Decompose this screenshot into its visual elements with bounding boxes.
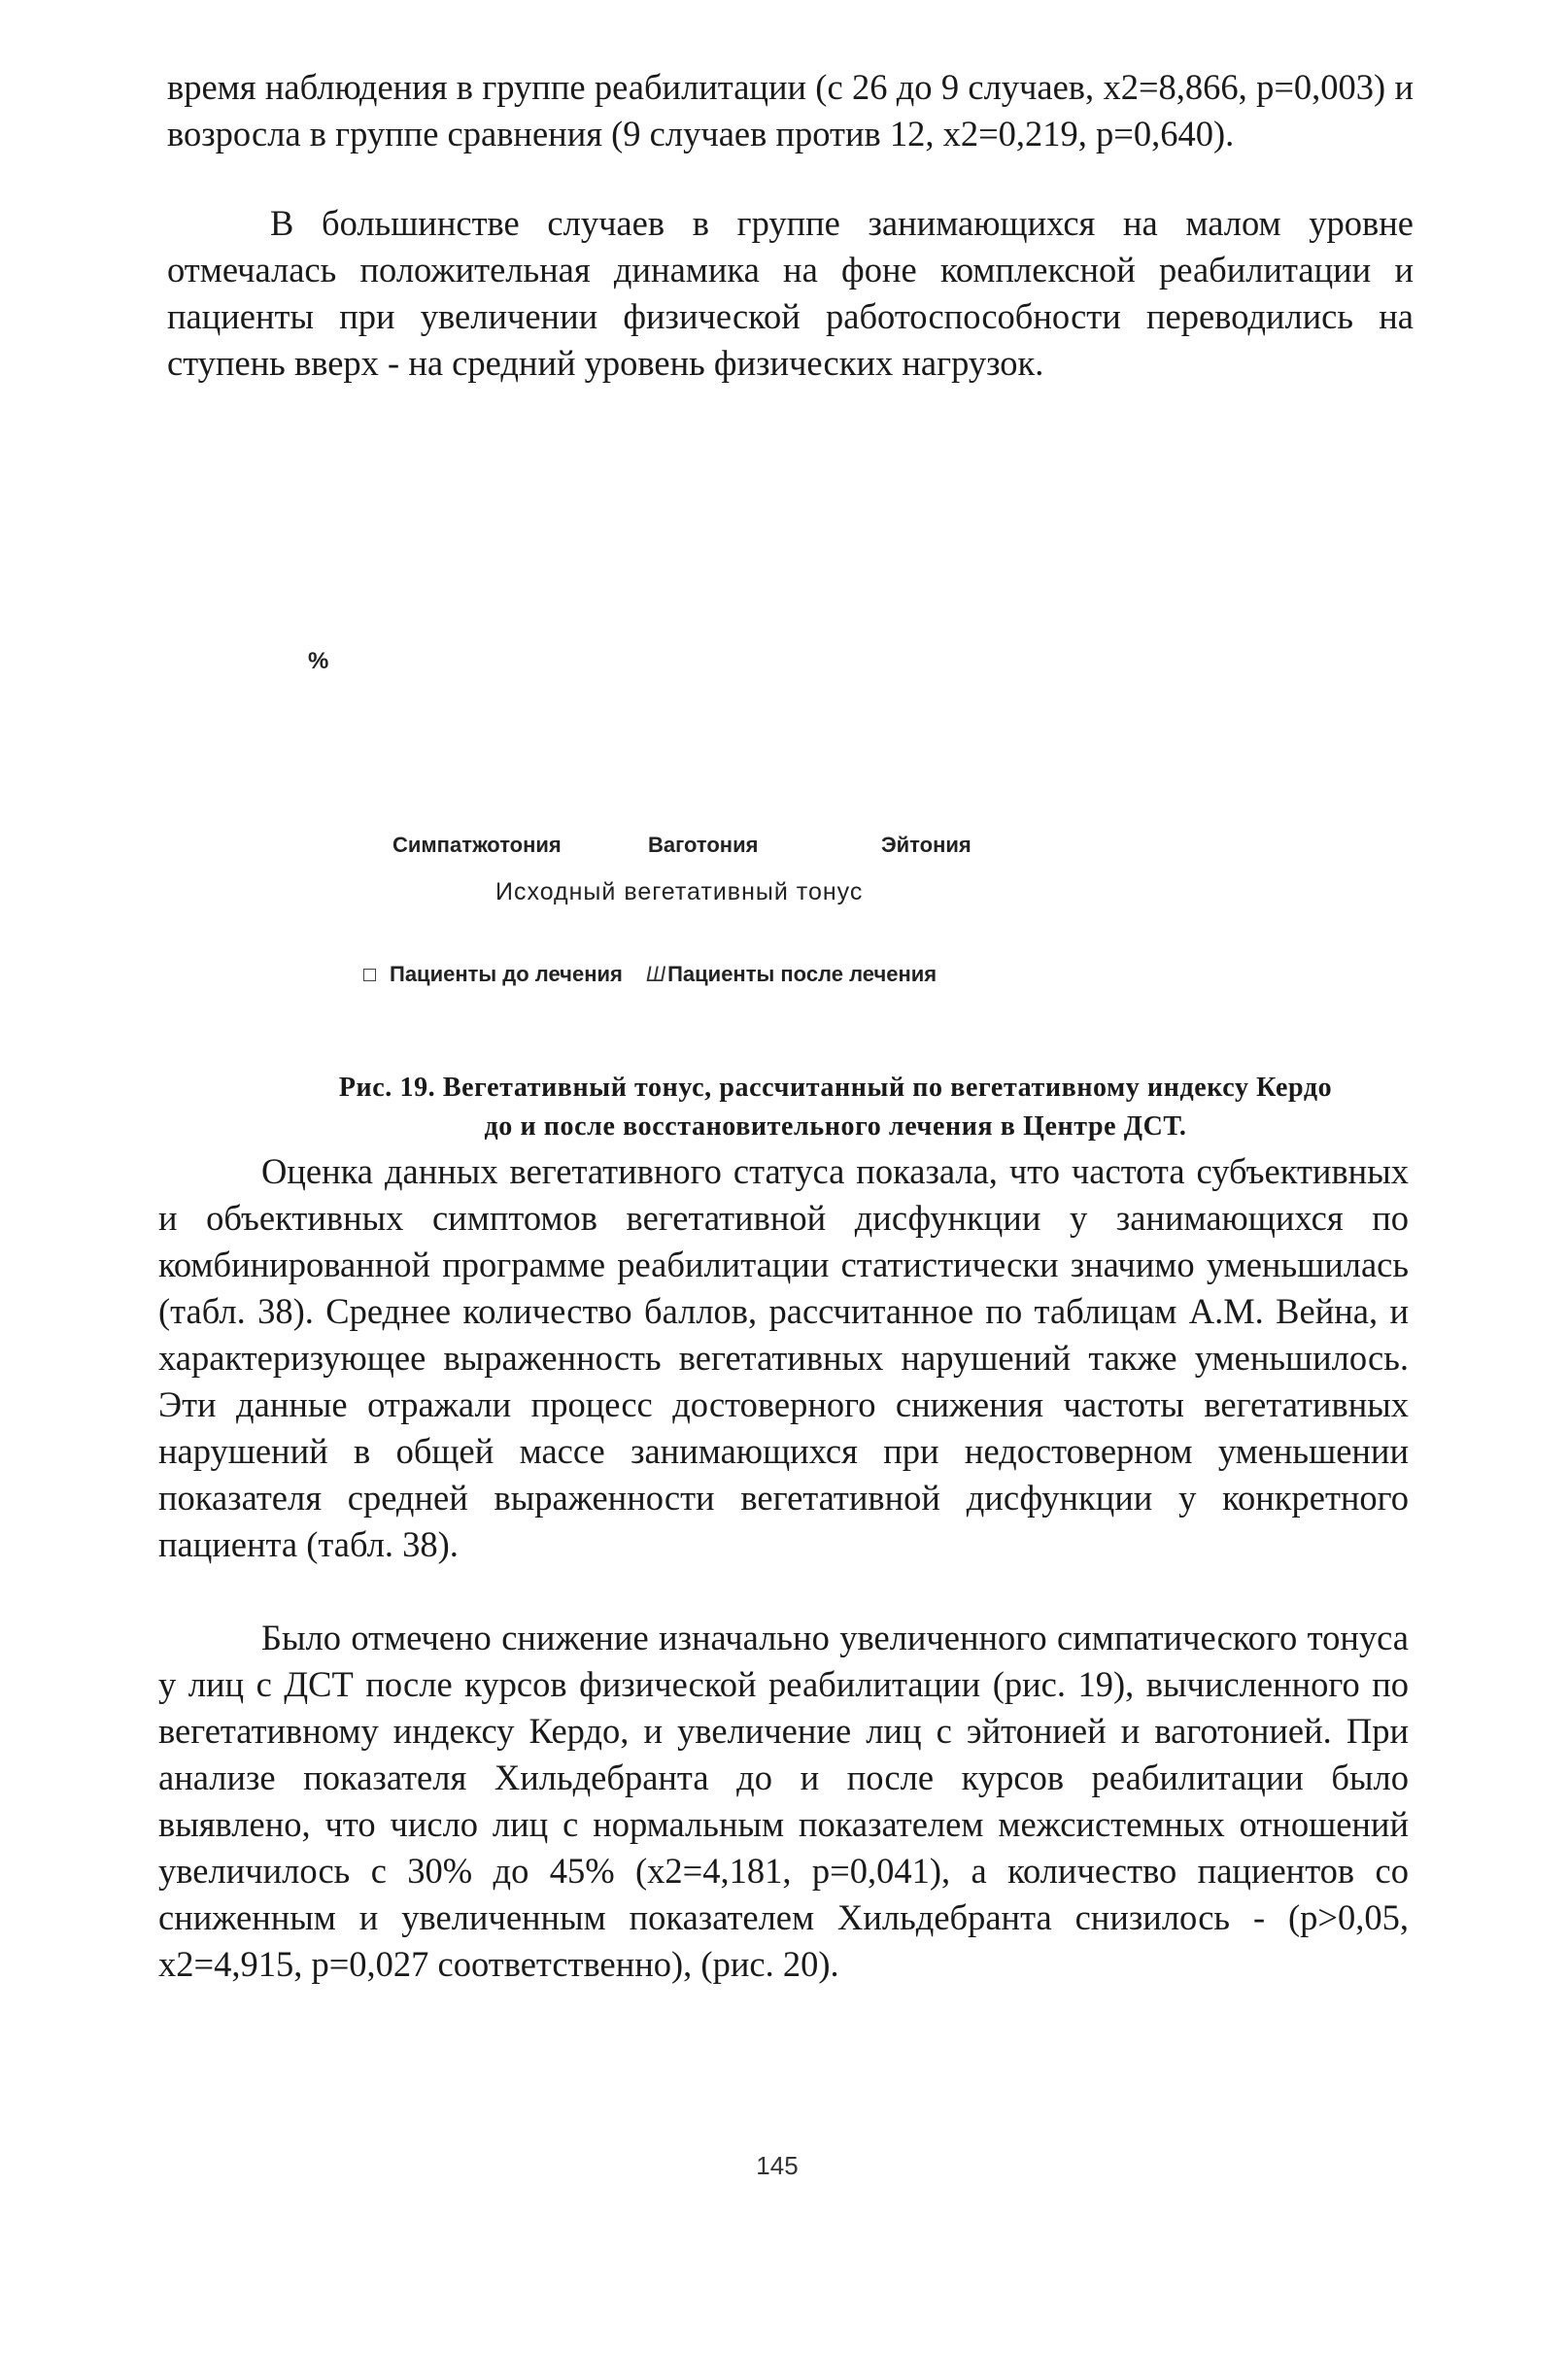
legend-after-swatch: Ш	[645, 962, 666, 986]
figure-x-axis-title: Исходный вегетативный тонус	[495, 878, 864, 905]
paragraph-3: Оценка данных вегетативного статуса показала, что частота субъективных и объективных симптомов вегетативной дисфункции у занимающихся по комбинированной программе реабилитации статистически значимо уменьшилась (табл. 38). Среднее количество баллов, рассчитанное по таблицам А.М. Вейна, и характеризующее выраженность вегетативных нарушений также уменьшилось. Эти данные отражали процесс достоверного снижения частоты вегетативных нарушений в общей массе занимающихся при недостоверном уменьшении показателя средней выраженности вегетативной дисфункции у конкретного пациента (табл. 38).	[158, 1151, 1409, 1564]
figure-caption-line-2: до и после восстановительного лечения в Центре ДСТ.	[484, 1111, 1187, 1142]
paragraph-1: время наблюдения в группе реабилитации (с 26 до 9 случаев, x2=8,866, p=0,003) и возросла в группе сравнения (9 случаев против 12, x2=0,219, p=0,640).	[167, 67, 1414, 154]
figure-legend	[363, 962, 937, 987]
legend-after-label: Пациенты после лечения	[667, 962, 937, 986]
legend-before-label: Пациенты до лечения	[390, 962, 623, 986]
figure-category-vagotonia: Ваготония	[648, 833, 759, 857]
figure-category-sympathotonia: Симпатжотония	[392, 833, 562, 857]
paragraph-4: Было отмечено снижение изначально увеличенного симпатического тонуса у лиц с ДСТ после курсов физической реабилитации (рис. 19), вычисленного по вегетативному индексу Кердо, и увеличение лиц с эйтонией и ваготонией. При анализе показателя Хильдебранта до и после курсов реабилитации было выявлено, что число лиц с нормальным показателем межсистемных отношений увеличилось с 30% до 45% (x2=4,181, p=0,041), а количество пациентов со сниженным и увеличенным показателем Хильдебранта снизилось - (p>0,05, x2=4,915, p=0,027 соответственно), (рис. 20).	[158, 1618, 1409, 1984]
figure-category-eutonia: Эйтония	[881, 833, 971, 857]
figure-y-unit: %	[308, 648, 329, 674]
paragraph-2: В большинстве случаев в группе занимающихся на малом уровне отмечалась положительная динамика на фоне комплексной реабилитации и пациенты при увеличении физической работоспособности переводились на ступень вверх - на средний уровень физических нагрузок.	[167, 203, 1414, 383]
page-number: 145	[756, 2151, 799, 2180]
legend-before-swatch	[363, 969, 376, 981]
figure-caption-line-1: Рис. 19. Вегетативный тонус, рассчитанный по вегетативному индексу Кердо	[338, 1073, 1333, 1103]
